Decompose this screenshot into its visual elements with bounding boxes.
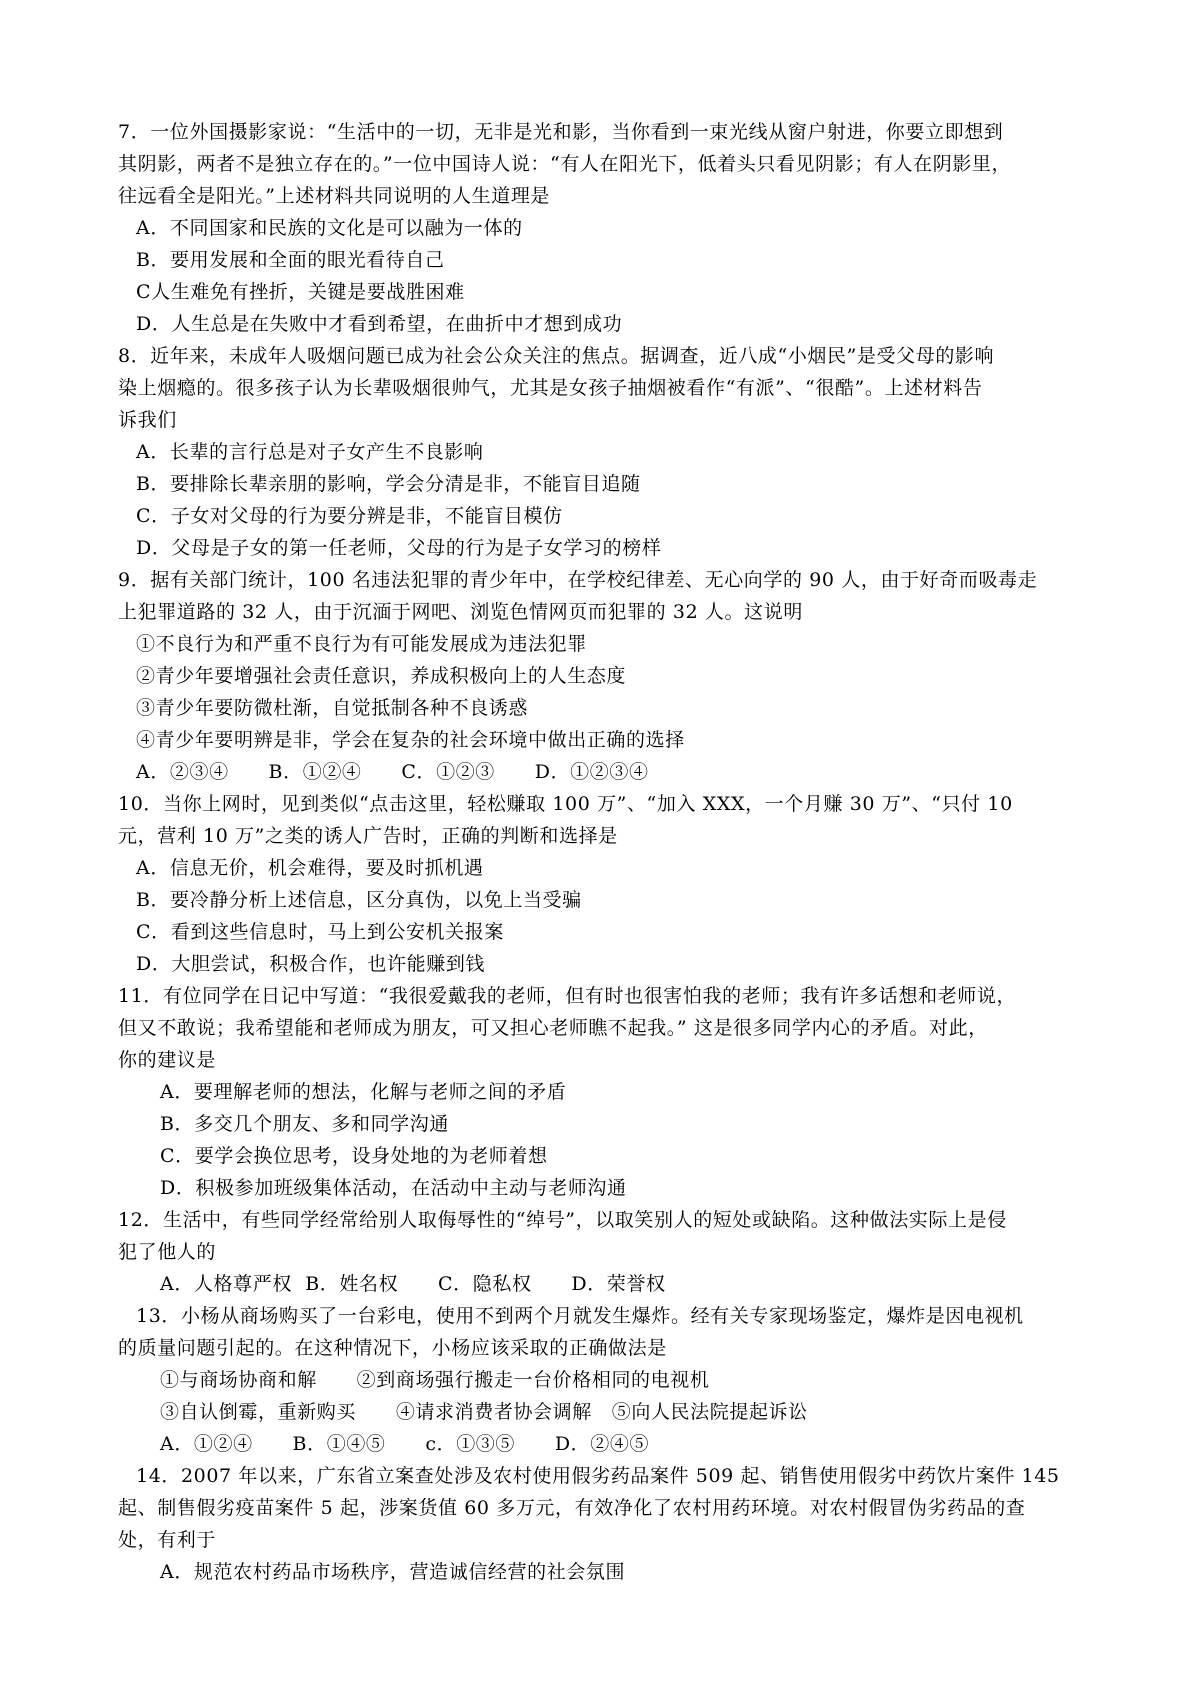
question-10-option-b: B．要冷静分析上述信息，区分真伪，以免上当受骗 bbox=[136, 889, 582, 911]
question-8-option-d: D．父母是子女的第一任老师，父母的行为是子女学习的榜样 bbox=[136, 537, 662, 559]
question-9-stem-line-2: 上犯罪道路的 32 人，由于沉湎于网吧、浏览色情网页而犯罪的 32 人。这说明 bbox=[118, 601, 803, 623]
question-11-option-d: D．积极参加班级集体活动，在活动中主动与老师沟通 bbox=[160, 1177, 627, 1199]
question-14-stem-line-1: 14．2007 年以来，广东省立案查处涉及农村使用假劣药品案件 509 起、销售使用假劣中药饮片案件 145 bbox=[136, 1465, 1060, 1487]
question-8-option-b: B．要排除长辈亲朋的影响，学会分清是非，不能盲目追随 bbox=[136, 473, 641, 495]
question-14-option-a: A．规范农村药品市场秩序，营造诚信经营的社会氛围 bbox=[160, 1561, 626, 1583]
question-8-option-a: A．长辈的言行总是对子女产生不良影响 bbox=[136, 441, 484, 463]
question-13-choices: A．①②④ B．①④⑤ c．①③⑤ D．②④⑤ bbox=[160, 1433, 650, 1455]
question-8 bbox=[118, 340, 1093, 564]
question-8-stem-line-1: 8．近年来，未成年人吸烟问题已成为社会公众关注的焦点。据调查，近八成“小烟民”是受父母的影响 bbox=[118, 345, 995, 367]
question-7-stem-line-3: 往远看全是阳光。”上述材料共同说明的人生道理是 bbox=[118, 185, 551, 207]
question-9-statement-2: ②青少年要增强社会责任意识，养成积极向上的人生态度 bbox=[136, 665, 627, 687]
question-11-option-c: C．要学会换位思考，设身处地的为老师着想 bbox=[160, 1145, 548, 1167]
question-11-option-a: A．要理解老师的想法，化解与老师之间的矛盾 bbox=[160, 1081, 567, 1103]
question-11-option-b: B．多交几个朋友、多和同学沟通 bbox=[160, 1113, 449, 1135]
question-7-stem-line-1: 7．一位外国摄影家说：“生活中的一切，无非是光和影，当你看到一束光线从窗户射进，你要立即想到 bbox=[118, 121, 1004, 143]
question-9-statement-1: ①不良行为和严重不良行为有可能发展成为违法犯罪 bbox=[136, 633, 587, 655]
question-11 bbox=[118, 980, 1093, 1204]
question-14-stem-line-3: 处，有利于 bbox=[118, 1529, 217, 1551]
question-9 bbox=[118, 564, 1093, 788]
question-11-stem-line-3: 你的建议是 bbox=[118, 1049, 217, 1071]
question-7-option-b: B．要用发展和全面的眼光看待自己 bbox=[136, 249, 445, 271]
question-12 bbox=[118, 1204, 1093, 1300]
question-7-option-d: D．人生总是在失败中才看到希望，在曲折中才想到成功 bbox=[136, 313, 623, 335]
question-13-stem-line-1: 13．小杨从商场购买了一台彩电，使用不到两个月就发生爆炸。经有关专家现场鉴定，爆炸是因电视机 bbox=[136, 1305, 1024, 1327]
question-12-choices: A．人格尊严权 B．姓名权 C．隐私权 D．荣誉权 bbox=[160, 1273, 666, 1295]
question-10-option-c: C．看到这些信息时，马上到公安机关报案 bbox=[136, 921, 504, 943]
question-8-stem-line-2: 染上烟瘾的。很多孩子认为长辈吸烟很帅气，尤其是女孩子抽烟被看作“有派”、“很酷”。上述材料告 bbox=[118, 377, 983, 399]
question-14 bbox=[118, 1460, 1093, 1588]
question-9-statement-4: ④青少年要明辨是非，学会在复杂的社会环境中做出正确的选择 bbox=[136, 729, 685, 751]
question-12-stem-line-2: 犯了他人的 bbox=[118, 1241, 217, 1263]
question-9-statement-3: ③青少年要防微杜渐，自觉抵制各种不良诱惑 bbox=[136, 697, 529, 719]
question-9-choices: A．②③④ B．①②④ C．①②③ D．①②③④ bbox=[136, 761, 649, 783]
question-7-option-a: A．不同国家和民族的文化是可以融为一体的 bbox=[136, 217, 523, 239]
question-10-stem-line-2: 元，营利 10 万”之类的诱人广告时，正确的判断和选择是 bbox=[118, 825, 618, 847]
question-9-stem-line-1: 9．据有关部门统计，100 名违法犯罪的青少年中，在学校纪律差、无心向学的 90 人，由于好奇而吸毒走 bbox=[118, 569, 1038, 591]
question-13-statements-2: ③自认倒霉，重新购买 ④请求消费者协会调解 ⑤向人民法院提起诉讼 bbox=[160, 1401, 808, 1423]
question-14-stem-line-2: 起、制售假劣疫苗案件 5 起，涉案货值 60 多万元，有效净化了农村用药环境。对农村假冒伪劣药品的查 bbox=[118, 1497, 1026, 1519]
question-10-option-d: D．大胆尝试，积极合作，也许能赚到钱 bbox=[136, 953, 486, 975]
question-13-statements-1: ①与商场协商和解 ②到商场强行搬走一台价格相同的电视机 bbox=[160, 1369, 710, 1391]
question-10-option-a: A．信息无价，机会难得，要及时抓机遇 bbox=[136, 857, 484, 879]
question-8-option-c: C．子女对父母的行为要分辨是非，不能盲目模仿 bbox=[136, 505, 563, 527]
question-13-stem-line-2: 的质量问题引起的。在这种情况下，小杨应该采取的正确做法是 bbox=[118, 1337, 667, 1359]
question-7-option-c: C人生难免有挫折，关键是要战胜困难 bbox=[136, 281, 465, 303]
question-11-stem-line-1: 11．有位同学在日记中写道：“我很爱戴我的老师，但有时也很害怕我的老师；我有许多话想和老师说， bbox=[118, 985, 1017, 1007]
question-10 bbox=[118, 788, 1093, 980]
question-13 bbox=[118, 1300, 1093, 1460]
question-10-stem-line-1: 10．当你上网时，见到类似“点击这里，轻松赚取 100 万”、“加入 XXX，一个月赚 30 万”、“只付 10 bbox=[118, 793, 1013, 815]
question-7-stem-line-2: 其阴影，两者不是独立存在的。”一位中国诗人说：“有人在阳光下，低着头只看见阴影；有人在阴影里， bbox=[118, 153, 1012, 175]
exam-page bbox=[118, 116, 1093, 1588]
question-12-stem-line-1: 12．生活中，有些同学经常给别人取侮辱性的“绰号”，以取笑别人的短处或缺陷。这种做法实际上是侵 bbox=[118, 1209, 1007, 1231]
question-8-stem-line-3: 诉我们 bbox=[118, 409, 177, 431]
question-11-stem-line-2: 但又不敢说；我希望能和老师成为朋友，可又担心老师瞧不起我。” 这是很多同学内心的矛盾。对此， bbox=[118, 1017, 988, 1039]
question-7 bbox=[118, 116, 1093, 340]
